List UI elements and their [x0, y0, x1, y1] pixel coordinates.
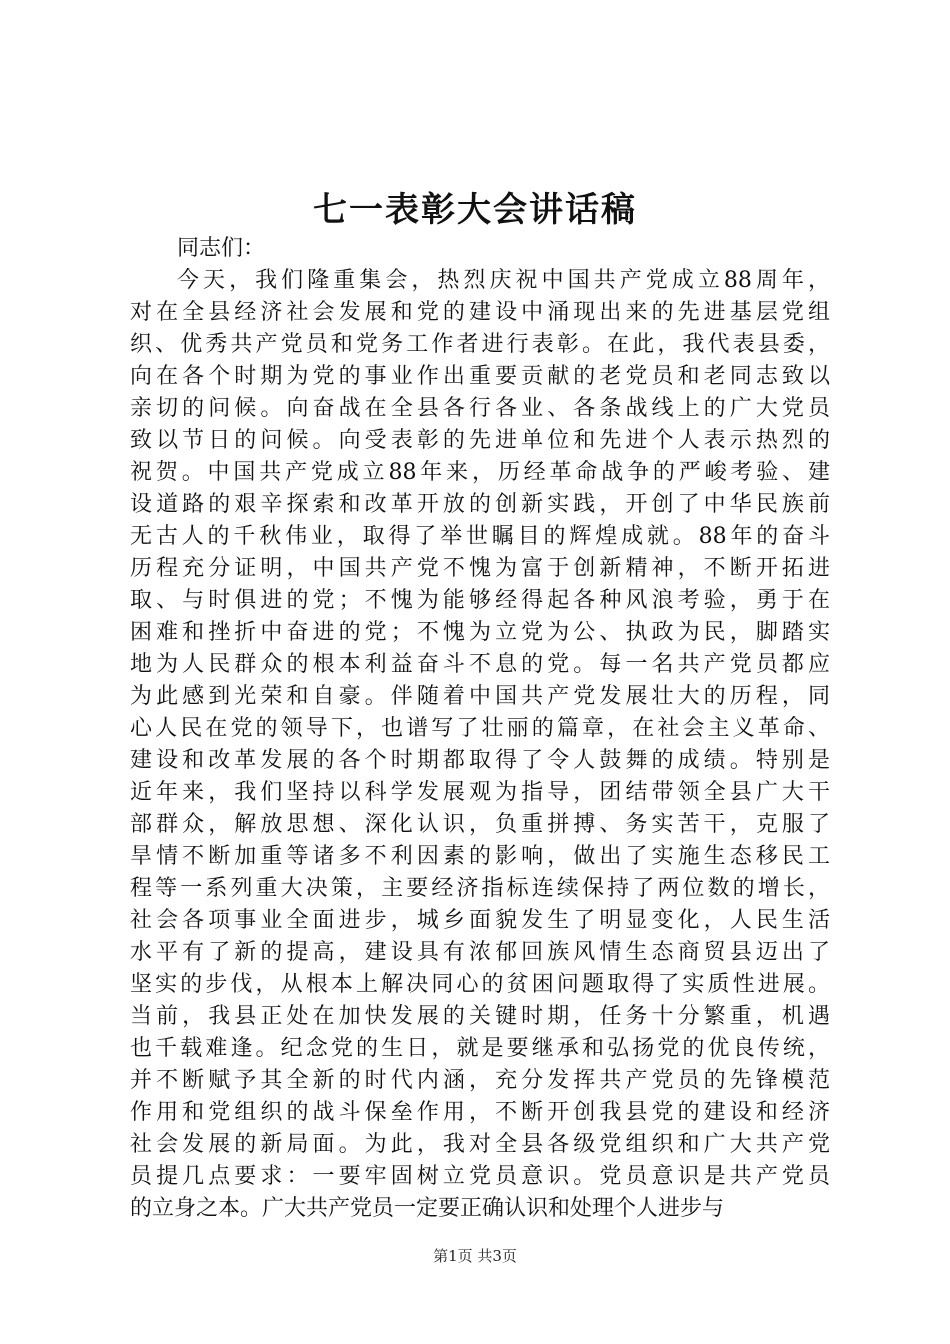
body-line: 祝贺。中国共产党成立88年来，历经革命战争的严峻考验、建	[130, 460, 830, 485]
body-line: 为此感到光荣和自豪。伴随着中国共产党发展壮大的历程，同	[130, 684, 830, 709]
body-line: 今天，我们隆重集会，热烈庆祝中国共产党成立88周年，	[177, 268, 830, 293]
page-footer: 第1页 共3页	[433, 1247, 517, 1265]
body-line: 心人民在党的领导下，也谱写了壮丽的篇章，在社会主义革命、	[130, 716, 830, 741]
body-text	[130, 265, 830, 1225]
body-line: 致以节日的问候。向受表彰的先进单位和先进个人表示热烈的	[130, 428, 830, 453]
body-line: 坚实的步伐，从根本上解决同心的贫困问题取得了实质性进展。	[130, 972, 830, 997]
body-line: 并不断赋予其全新的时代内涵，充分发挥共产党员的先锋模范	[130, 1068, 830, 1093]
body-line: 设道路的艰辛探索和改革开放的创新实践，开创了中华民族前	[130, 492, 830, 517]
body-line: 困难和挫折中奋进的党；不愧为立党为公、执政为民，脚踏实	[130, 620, 830, 645]
body-line: 社会发展的新局面。为此，我对全县各级党组织和广大共产党	[130, 1132, 830, 1157]
body-line: 旱情不断加重等诸多不利因素的影响，做出了实施生态移民工	[130, 844, 830, 869]
page-title: 七一表彰大会讲话稿	[313, 190, 637, 230]
body-line: 取、与时俱进的党；不愧为能够经得起各种风浪考验，勇于在	[130, 588, 830, 613]
body-line: 的立身之本。广大共产党员一定要正确认识和处理个人进步与	[130, 1196, 725, 1221]
salutation: 同志们：	[177, 236, 266, 261]
body-line: 当前，我县正处在加快发展的关键时期，任务十分繁重，机遇	[130, 1004, 830, 1029]
body-line: 无古人的千秋伟业，取得了举世瞩目的辉煌成就。88年的奋斗	[130, 524, 830, 549]
body-line: 历程充分证明，中国共产党不愧为富于创新精神，不断开拓进	[130, 556, 830, 581]
body-line: 亲切的问候。向奋战在全县各行各业、各条战线上的广大党员	[130, 396, 830, 421]
body-line: 建设和改革发展的各个时期都取得了令人鼓舞的成绩。特别是	[130, 748, 830, 773]
body-line: 程等一系列重大决策，主要经济指标连续保持了两位数的增长，	[130, 876, 830, 901]
body-line: 水平有了新的提高，建设具有浓郁回族风情生态商贸县迈出了	[130, 940, 830, 965]
body-line: 也千载难逢。纪念党的生日，就是要继承和弘扬党的优良传统，	[130, 1036, 830, 1061]
body-line: 地为人民群众的根本利益奋斗不息的党。每一名共产党员都应	[130, 652, 830, 677]
body-line: 员提几点要求：一要牢固树立党员意识。党员意识是共产党员	[130, 1164, 830, 1189]
body-line: 向在各个时期为党的事业作出重要贡献的老党员和老同志致以	[130, 364, 830, 389]
body-line: 社会各项事业全面进步，城乡面貌发生了明显变化，人民生活	[130, 908, 830, 933]
body-line: 对在全县经济社会发展和党的建设中涌现出来的先进基层党组	[130, 300, 830, 325]
body-line: 作用和党组织的战斗保垒作用，不断开创我县党的建设和经济	[130, 1100, 830, 1125]
body-line: 近年来，我们坚持以科学发展观为指导，团结带领全县广大干	[130, 780, 830, 805]
body-line: 织、优秀共产党员和党务工作者进行表彰。在此，我代表县委，	[130, 332, 830, 357]
body-line: 部群众，解放思想、深化认识，负重拼搏、务实苦干，克服了	[130, 812, 830, 837]
